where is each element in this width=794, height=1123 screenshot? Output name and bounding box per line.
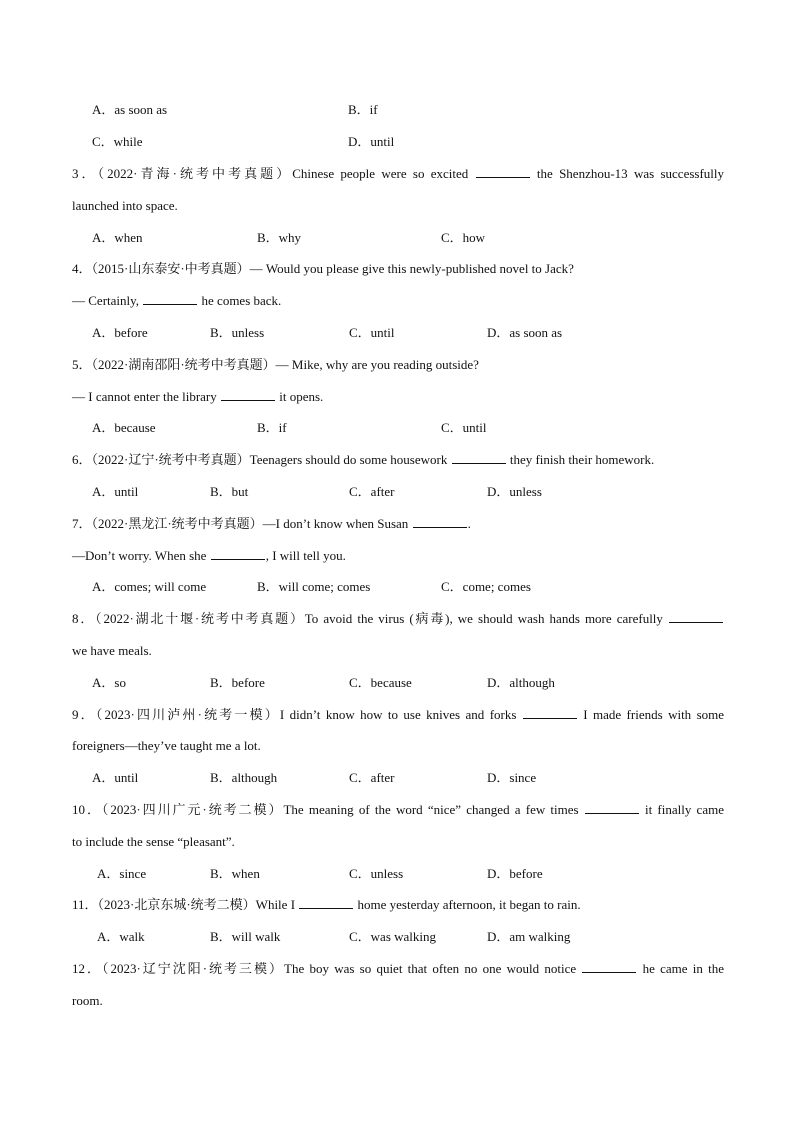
- q8-option-c: C．because: [349, 675, 412, 690]
- answer-blank: [211, 548, 265, 560]
- q11-option-d: D．am walking: [487, 929, 571, 944]
- q5-stem-post: it opens.: [279, 389, 324, 404]
- q7-option-a: A．comes; will come: [92, 579, 207, 594]
- q10-stem-line2: to include the sense “pleasant”.: [72, 834, 235, 849]
- q8-stem-line2: we have meals.: [72, 643, 152, 658]
- q11-option-c: C．was walking: [349, 929, 437, 944]
- q9-option-c: C．after: [349, 770, 395, 785]
- q9-stem-line1: [72, 705, 724, 725]
- answer-blank: [299, 897, 353, 909]
- q3-option-c: C．how: [441, 230, 486, 245]
- q5-stem-pre: — I cannot enter the library: [72, 389, 217, 404]
- q8-option-b: B．before: [210, 675, 265, 690]
- q3-stem-post: the Shenzhou-13 was successfully: [536, 166, 725, 181]
- q5-stem-line1: 5．（2022·湖南邵阳·统考中考真题）— Mike, why are you reading outside?: [72, 357, 479, 372]
- q7-line2-post: , I will tell you.: [265, 548, 346, 563]
- q10-stem-pre: 10．（2023·四川广元·统考二模）The meaning of the word “nice” changed a few times: [72, 802, 579, 817]
- q10-stem-line1: [72, 800, 724, 820]
- q5-stem-line2: [72, 387, 724, 407]
- answer-blank: [585, 802, 639, 814]
- q8-option-a: A．so: [92, 675, 126, 690]
- q11-stem-line1: [72, 895, 724, 915]
- q10-option-b: B．when: [210, 866, 260, 881]
- q4-stem-post: he comes back.: [201, 293, 282, 308]
- q3-stem-line2: launched into space.: [72, 198, 178, 213]
- q10-option-a: A．since: [97, 866, 147, 881]
- q6-option-d: D．unless: [487, 484, 542, 499]
- q10-option-c: C．unless: [349, 866, 404, 881]
- q9-option-b: B．although: [210, 770, 278, 785]
- q3-option-b: B．why: [257, 230, 302, 245]
- q12-stem-line1: [72, 959, 724, 979]
- answer-blank: [452, 452, 506, 464]
- q2-option-c: C．while: [92, 134, 143, 149]
- q6-option-c: C．after: [349, 484, 395, 499]
- q7-stem-line2: [72, 546, 724, 566]
- q6-stem-post: they finish their homework.: [509, 452, 655, 467]
- q7-stem-post: .: [467, 516, 471, 531]
- q7-option-c: C．come; comes: [441, 579, 531, 594]
- q7-option-b: B．will come; comes: [257, 579, 371, 594]
- q9-stem-line2: foreigners—they’ve taught me a lot.: [72, 738, 261, 753]
- q10-option-d: D．before: [487, 866, 543, 881]
- q3-option-a: A．when: [92, 230, 143, 245]
- answer-blank: [523, 707, 577, 719]
- q6-stem-pre: 6．（2022·辽宁·统考中考真题）Teenagers should do some housework: [72, 452, 448, 467]
- answer-blank: [582, 961, 636, 973]
- answer-blank: [669, 611, 723, 623]
- q2-option-a: A．as soon as: [92, 102, 168, 117]
- q12-stem-post: he came in the: [642, 961, 725, 976]
- q4-stem-line2: [72, 291, 724, 311]
- q4-option-a: A．before: [92, 325, 148, 340]
- q5-option-a: A．because: [92, 420, 156, 435]
- q11-stem-pre: 11．（2023·北京东城·统考二模）While I: [72, 897, 296, 912]
- q7-stem-pre: 7．（2022·黑龙江·统考中考真题）—I don’t know when Susan: [72, 516, 409, 531]
- answer-blank: [221, 389, 275, 401]
- q2-option-b: B．if: [348, 102, 378, 117]
- q8-option-d: D．although: [487, 675, 555, 690]
- q5-option-b: B．if: [257, 420, 287, 435]
- q7-stem-line1: [72, 514, 724, 534]
- q3-stem-pre: 3．（2022·青海·统考中考真题）Chinese people were so excited: [72, 166, 469, 181]
- q4-stem-pre: — Certainly,: [72, 293, 140, 308]
- q6-stem-line1: [72, 450, 724, 470]
- q8-stem-pre: 8．（2022·湖北十堰·统考中考真题）To avoid the virus (病毒), we should wash hands more carefully: [72, 611, 663, 626]
- q4-option-d: D．as soon as: [487, 325, 563, 340]
- answer-blank: [413, 516, 467, 528]
- q4-option-b: B．unless: [210, 325, 265, 340]
- q4-stem-line1: 4．（2015·山东泰安·中考真题）— Would you please give this newly-published novel to Jack?: [72, 261, 574, 276]
- q11-option-a: A．walk: [97, 929, 145, 944]
- q10-stem-post: it finally came: [645, 802, 724, 817]
- q9-stem-pre: 9．（2023·四川泸州·统考一模）I didn’t know how to use knives and forks: [72, 707, 517, 722]
- q2-option-d: D．until: [348, 134, 395, 149]
- q12-stem-pre: 12．（2023·辽宁沈阳·统考三模）The boy was so quiet that often no one would notice: [72, 961, 577, 976]
- q7-line2-pre: —Don’t worry. When she: [72, 548, 207, 563]
- answer-blank: [143, 293, 197, 305]
- q9-option-a: A．until: [92, 770, 139, 785]
- q3-stem-line1: [72, 164, 724, 184]
- q9-option-d: D．since: [487, 770, 537, 785]
- q8-stem-line1: [72, 609, 724, 629]
- answer-blank: [476, 166, 530, 178]
- q11-stem-post: home yesterday afternoon, it began to rain.: [357, 897, 581, 912]
- q11-option-b: B．will walk: [210, 929, 281, 944]
- q5-option-c: C．until: [441, 420, 487, 435]
- q4-option-c: C．until: [349, 325, 395, 340]
- q12-stem-line2: room.: [72, 993, 103, 1008]
- q6-option-a: A．until: [92, 484, 139, 499]
- q6-option-b: B．but: [210, 484, 249, 499]
- q9-stem-post: I made friends with some: [583, 707, 725, 722]
